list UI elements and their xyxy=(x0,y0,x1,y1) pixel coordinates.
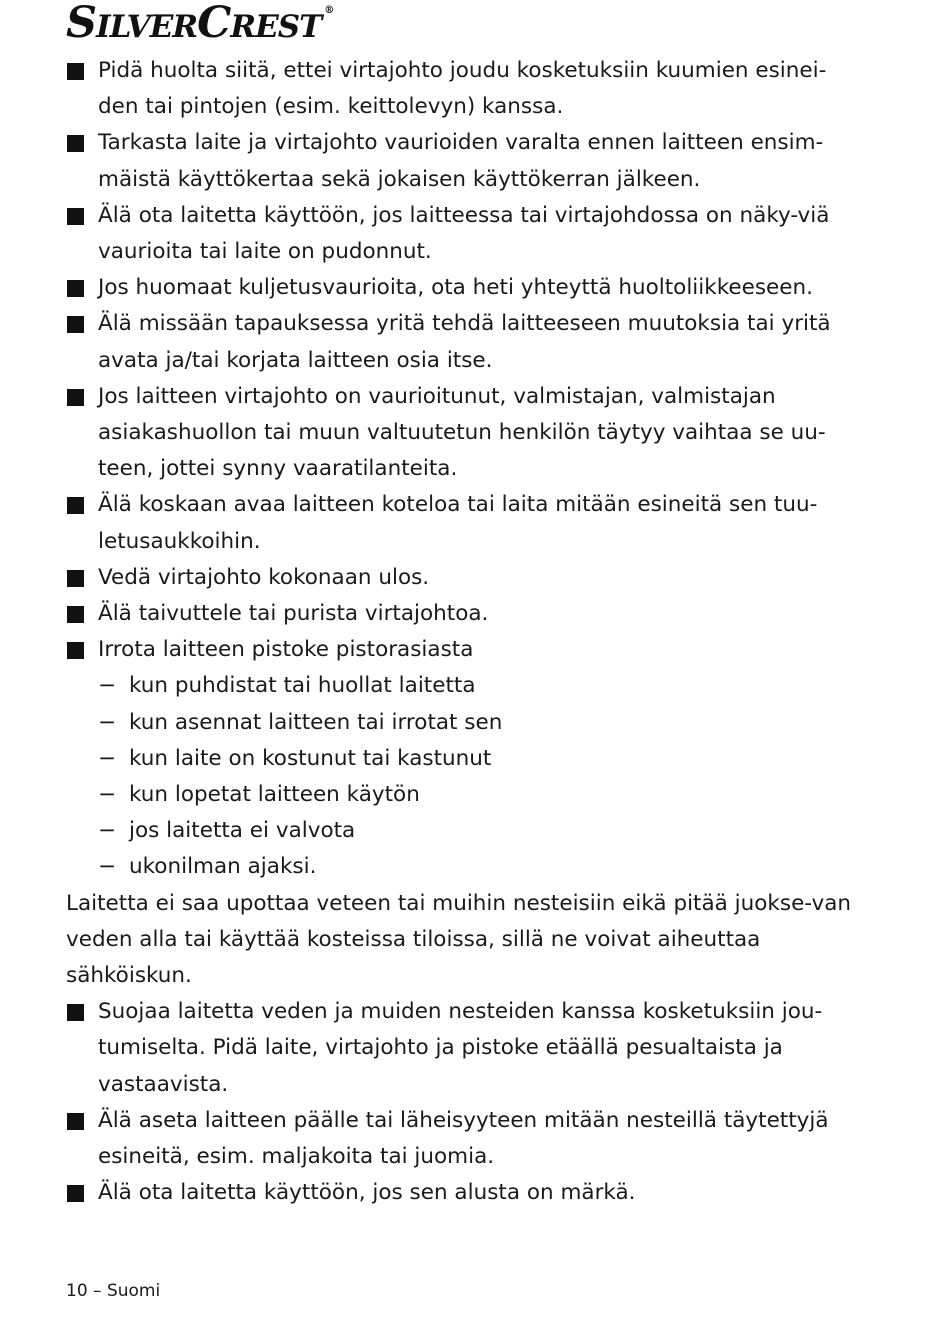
square-bullet-icon xyxy=(67,642,84,659)
square-bullet-icon xyxy=(67,1004,84,1021)
dash-marker: − xyxy=(98,854,117,880)
square-bullet-icon xyxy=(67,135,84,152)
item-text: kun puhdistat tai huollat laitetta xyxy=(129,673,476,699)
square-bullet-icon xyxy=(67,1113,84,1130)
item-text: Vedä virtajohto kokonaan ulos. xyxy=(98,564,430,590)
square-bullet-icon xyxy=(67,316,84,333)
item-text: kun lopetat laitteen käytön xyxy=(129,782,420,808)
item-text: Älä taivuttele tai purista virtajohtoa. xyxy=(98,601,489,627)
square-bullet-icon xyxy=(67,570,84,587)
bullet-item xyxy=(66,560,866,596)
dash-item xyxy=(66,849,866,885)
bullet-item xyxy=(66,125,866,197)
item-text: Älä aseta laitteen päälle tai läheisyyteen mitään nesteillä täytettyjä esineitä, esim. maljakoita tai juomia. xyxy=(98,1107,829,1170)
square-bullet-icon xyxy=(67,497,84,514)
bullet-item xyxy=(66,53,866,125)
dash-item xyxy=(66,741,866,777)
item-text: Pidä huolta siitä, ettei virtajohto joudu kosketuksiin kuumien esinei-den tai pintojen (esim. keittolevyn) kanssa. xyxy=(98,58,827,120)
square-bullet-icon xyxy=(67,63,84,80)
item-text: Älä ota laitetta käyttöön, jos laitteessa tai virtajohdossa on näky-viä vaurioita tai laite on pudonnut. xyxy=(98,202,830,265)
logo-letters: ILVER xyxy=(96,9,198,45)
item-text: Jos laitteen virtajohto on vaurioitunut, valmistajan, valmistajan asiakashuollon tai muun valtuutetun henkilön täytyy vaihtaa se uu-teen, jottei synny vaaratilanteita. xyxy=(98,383,826,482)
item-text: Irrota laitteen pistoke pistorasiasta xyxy=(98,637,474,663)
item-text: Älä koskaan avaa laitteen koteloa tai laita mitään esineitä sen tuu-letusaukkoihin. xyxy=(98,492,818,554)
dash-marker: − xyxy=(98,782,117,808)
item-text: kun laite on kostunut tai kastunut xyxy=(129,745,492,771)
safety-instructions xyxy=(66,53,866,1212)
bullet-item xyxy=(66,198,866,270)
bullet-item xyxy=(66,1175,866,1211)
registered-mark: ® xyxy=(324,5,334,16)
bullet-item xyxy=(66,596,866,632)
item-text: Laitetta ei saa upottaa veteen tai muihin nesteisiin eikä pitää juokse-van veden alla tai käyttää kosteissa tiloissa, sillä ne voivat aiheuttaa sähköiskun. xyxy=(66,890,852,989)
square-bullet-icon xyxy=(67,606,84,623)
page-footer: 10 – Suomi xyxy=(66,1281,161,1301)
dash-marker: − xyxy=(98,673,117,699)
item-text: Älä missään tapauksessa yritä tehdä laitteeseen muutoksia tai yritä avata ja/tai korjata laitteen osia itse. xyxy=(98,311,831,373)
silvercrest-logo xyxy=(66,0,333,55)
item-text: Tarkasta laite ja virtajohto vaurioiden varalta ennen laitteen ensim-mäistä käyttökertaa sekä jokaisen käyttökerran jälkeen. xyxy=(98,130,824,192)
item-text: kun asennat laitteen tai irrotat sen xyxy=(129,709,503,735)
square-bullet-icon xyxy=(67,280,84,297)
square-bullet-icon xyxy=(67,208,84,225)
bullet-item xyxy=(66,487,866,559)
bullet-item xyxy=(66,306,866,378)
paragraph xyxy=(66,886,866,995)
bullet-item xyxy=(66,379,866,488)
square-bullet-icon xyxy=(67,1185,84,1202)
dash-item xyxy=(66,668,866,704)
item-text: Jos huomaat kuljetusvaurioita, ota heti yhteyttä huoltoliikkeeseen. xyxy=(98,275,813,301)
item-text: jos laitetta ei valvota xyxy=(129,818,356,844)
dash-item xyxy=(66,813,866,849)
dash-item xyxy=(66,777,866,813)
logo-letters: REST xyxy=(230,9,322,45)
bullet-item xyxy=(66,632,866,668)
bullet-item xyxy=(66,994,866,1103)
dash-marker: − xyxy=(98,818,117,844)
square-bullet-icon xyxy=(67,389,84,406)
item-text: ukonilman ajaksi. xyxy=(129,854,317,880)
dash-item xyxy=(66,705,866,741)
item-text: Älä ota laitetta käyttöön, jos sen alusta on märkä. xyxy=(98,1180,636,1206)
bullet-item xyxy=(66,270,866,306)
item-text: Suojaa laitetta veden ja muiden nesteiden kanssa kosketuksiin jou-tumiselta. Pidä laite, virtajohto ja pistoke etäällä pesualtaista ja vastaavista. xyxy=(98,999,823,1097)
dash-marker: − xyxy=(98,745,117,771)
dash-marker: − xyxy=(98,709,117,735)
logo-letter: S xyxy=(66,0,97,48)
logo-letter: C xyxy=(197,0,231,48)
bullet-item xyxy=(66,1103,866,1175)
